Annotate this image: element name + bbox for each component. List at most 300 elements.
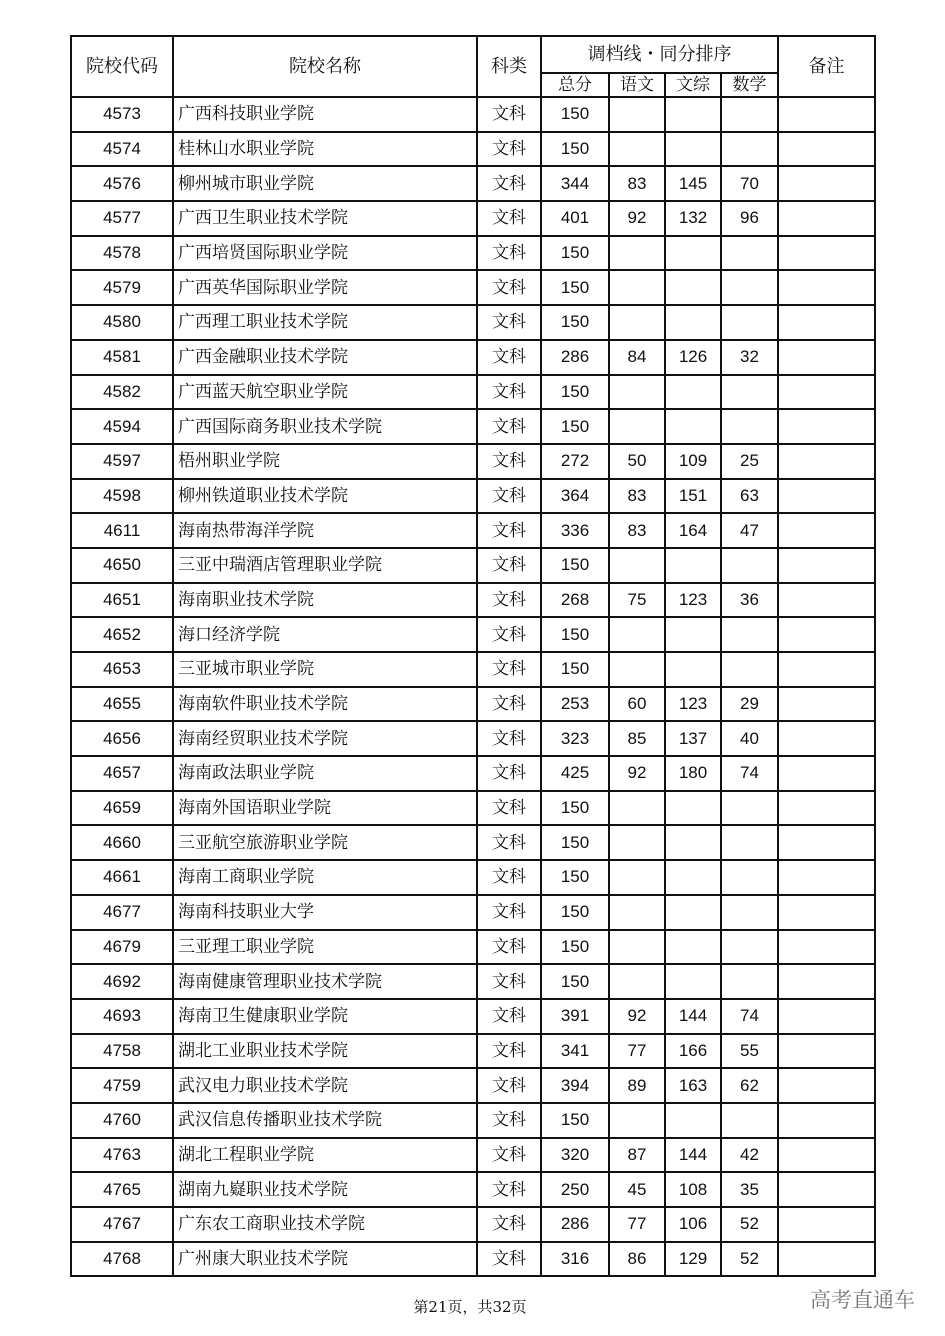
category: 文科 bbox=[477, 513, 541, 548]
chinese-score: 75 bbox=[609, 583, 665, 618]
table-row bbox=[71, 930, 875, 965]
total-score: 150 bbox=[541, 305, 609, 340]
school-code: 4679 bbox=[71, 930, 173, 965]
chinese-score bbox=[609, 617, 665, 652]
total-score: 150 bbox=[541, 270, 609, 305]
table-row bbox=[71, 652, 875, 687]
school-name: 湖北工程职业学院 bbox=[173, 1138, 477, 1173]
math-score: 96 bbox=[721, 201, 778, 236]
table-row bbox=[71, 479, 875, 514]
math-score: 35 bbox=[721, 1172, 778, 1207]
liberal-arts-score bbox=[665, 791, 721, 826]
total-score: 394 bbox=[541, 1068, 609, 1103]
school-code: 4758 bbox=[71, 1034, 173, 1069]
category: 文科 bbox=[477, 444, 541, 479]
remark bbox=[778, 340, 875, 375]
math-score bbox=[721, 652, 778, 687]
remark bbox=[778, 548, 875, 583]
school-name: 三亚航空旅游职业学院 bbox=[173, 825, 477, 860]
liberal-arts-score: 151 bbox=[665, 479, 721, 514]
chinese-score: 77 bbox=[609, 1034, 665, 1069]
school-code: 4652 bbox=[71, 617, 173, 652]
chinese-score: 45 bbox=[609, 1172, 665, 1207]
math-score bbox=[721, 236, 778, 271]
total-score: 150 bbox=[541, 930, 609, 965]
chinese-score bbox=[609, 132, 665, 167]
category: 文科 bbox=[477, 964, 541, 999]
liberal-arts-score: 144 bbox=[665, 1138, 721, 1173]
remark bbox=[778, 721, 875, 756]
math-score bbox=[721, 97, 778, 132]
school-name: 海南卫生健康职业学院 bbox=[173, 999, 477, 1034]
chinese-score bbox=[609, 1103, 665, 1138]
liberal-arts-score: 164 bbox=[665, 513, 721, 548]
header-code: 院校代码 bbox=[71, 36, 173, 97]
category: 文科 bbox=[477, 930, 541, 965]
school-code: 4594 bbox=[71, 409, 173, 444]
total-score: 150 bbox=[541, 895, 609, 930]
table-row bbox=[71, 583, 875, 618]
liberal-arts-score bbox=[665, 305, 721, 340]
math-score bbox=[721, 409, 778, 444]
category: 文科 bbox=[477, 375, 541, 410]
total-score: 336 bbox=[541, 513, 609, 548]
chinese-score: 85 bbox=[609, 721, 665, 756]
table-row bbox=[71, 444, 875, 479]
school-code: 4765 bbox=[71, 1172, 173, 1207]
remark bbox=[778, 825, 875, 860]
chinese-score: 87 bbox=[609, 1138, 665, 1173]
table-row bbox=[71, 97, 875, 132]
total-score: 150 bbox=[541, 375, 609, 410]
remark bbox=[778, 791, 875, 826]
remark bbox=[778, 999, 875, 1034]
math-score: 70 bbox=[721, 166, 778, 201]
category: 文科 bbox=[477, 652, 541, 687]
total-score: 425 bbox=[541, 756, 609, 791]
remark bbox=[778, 270, 875, 305]
table-row bbox=[71, 548, 875, 583]
math-score: 40 bbox=[721, 721, 778, 756]
category: 文科 bbox=[477, 409, 541, 444]
school-code: 4657 bbox=[71, 756, 173, 791]
school-name: 三亚理工职业学院 bbox=[173, 930, 477, 965]
category: 文科 bbox=[477, 825, 541, 860]
remark bbox=[778, 444, 875, 479]
total-score: 286 bbox=[541, 1207, 609, 1242]
remark bbox=[778, 1034, 875, 1069]
remark bbox=[778, 97, 875, 132]
school-code: 4576 bbox=[71, 166, 173, 201]
remark bbox=[778, 375, 875, 410]
category: 文科 bbox=[477, 1207, 541, 1242]
total-score: 150 bbox=[541, 1103, 609, 1138]
admission-score-table bbox=[70, 35, 876, 1277]
school-name: 海口经济学院 bbox=[173, 617, 477, 652]
liberal-arts-score: 145 bbox=[665, 166, 721, 201]
chinese-score bbox=[609, 375, 665, 410]
liberal-arts-score bbox=[665, 236, 721, 271]
school-code: 4760 bbox=[71, 1103, 173, 1138]
school-code: 4656 bbox=[71, 721, 173, 756]
school-name: 武汉信息传播职业技术学院 bbox=[173, 1103, 477, 1138]
school-name: 湖北工业职业技术学院 bbox=[173, 1034, 477, 1069]
total-score: 323 bbox=[541, 721, 609, 756]
total-score: 250 bbox=[541, 1172, 609, 1207]
chinese-score: 86 bbox=[609, 1242, 665, 1277]
school-name: 三亚中瑞酒店管理职业学院 bbox=[173, 548, 477, 583]
chinese-score: 83 bbox=[609, 166, 665, 201]
chinese-score: 50 bbox=[609, 444, 665, 479]
header-chinese: 语文 bbox=[609, 73, 665, 97]
school-name: 海南工商职业学院 bbox=[173, 860, 477, 895]
category: 文科 bbox=[477, 340, 541, 375]
math-score: 25 bbox=[721, 444, 778, 479]
school-name: 广西卫生职业技术学院 bbox=[173, 201, 477, 236]
table-row bbox=[71, 340, 875, 375]
school-name: 广西金融职业技术学院 bbox=[173, 340, 477, 375]
liberal-arts-score bbox=[665, 409, 721, 444]
chinese-score bbox=[609, 860, 665, 895]
category: 文科 bbox=[477, 201, 541, 236]
liberal-arts-score bbox=[665, 548, 721, 583]
school-code: 4763 bbox=[71, 1138, 173, 1173]
math-score bbox=[721, 548, 778, 583]
math-score: 62 bbox=[721, 1068, 778, 1103]
math-score: 74 bbox=[721, 999, 778, 1034]
school-code: 4661 bbox=[71, 860, 173, 895]
school-name: 海南健康管理职业技术学院 bbox=[173, 964, 477, 999]
school-name: 海南经贸职业技术学院 bbox=[173, 721, 477, 756]
chinese-score: 92 bbox=[609, 999, 665, 1034]
math-score bbox=[721, 964, 778, 999]
school-name: 桂林山水职业学院 bbox=[173, 132, 477, 167]
liberal-arts-score bbox=[665, 270, 721, 305]
remark bbox=[778, 132, 875, 167]
math-score bbox=[721, 860, 778, 895]
math-score bbox=[721, 930, 778, 965]
liberal-arts-score bbox=[665, 964, 721, 999]
liberal-arts-score: 132 bbox=[665, 201, 721, 236]
chinese-score: 83 bbox=[609, 479, 665, 514]
school-code: 4659 bbox=[71, 791, 173, 826]
table-row bbox=[71, 999, 875, 1034]
category: 文科 bbox=[477, 895, 541, 930]
school-name: 海南热带海洋学院 bbox=[173, 513, 477, 548]
remark bbox=[778, 1207, 875, 1242]
school-code: 4598 bbox=[71, 479, 173, 514]
category: 文科 bbox=[477, 1138, 541, 1173]
school-code: 4692 bbox=[71, 964, 173, 999]
chinese-score bbox=[609, 97, 665, 132]
liberal-arts-score bbox=[665, 375, 721, 410]
remark bbox=[778, 305, 875, 340]
chinese-score bbox=[609, 305, 665, 340]
math-score bbox=[721, 617, 778, 652]
table-row bbox=[71, 964, 875, 999]
chinese-score: 92 bbox=[609, 756, 665, 791]
total-score: 150 bbox=[541, 825, 609, 860]
school-name: 海南政法职业学院 bbox=[173, 756, 477, 791]
table-row bbox=[71, 687, 875, 722]
chinese-score bbox=[609, 930, 665, 965]
chinese-score bbox=[609, 895, 665, 930]
table-row bbox=[71, 409, 875, 444]
category: 文科 bbox=[477, 999, 541, 1034]
total-score: 150 bbox=[541, 652, 609, 687]
remark bbox=[778, 201, 875, 236]
table-row bbox=[71, 166, 875, 201]
math-score: 63 bbox=[721, 479, 778, 514]
table-row bbox=[71, 721, 875, 756]
school-code: 4574 bbox=[71, 132, 173, 167]
liberal-arts-score: 109 bbox=[665, 444, 721, 479]
school-code: 4655 bbox=[71, 687, 173, 722]
total-score: 268 bbox=[541, 583, 609, 618]
remark bbox=[778, 756, 875, 791]
total-score: 344 bbox=[541, 166, 609, 201]
remark bbox=[778, 1172, 875, 1207]
school-name: 海南外国语职业学院 bbox=[173, 791, 477, 826]
school-name: 广东农工商职业技术学院 bbox=[173, 1207, 477, 1242]
chinese-score bbox=[609, 652, 665, 687]
school-name: 海南软件职业技术学院 bbox=[173, 687, 477, 722]
total-score: 150 bbox=[541, 964, 609, 999]
school-name: 梧州职业学院 bbox=[173, 444, 477, 479]
liberal-arts-score bbox=[665, 132, 721, 167]
remark bbox=[778, 1103, 875, 1138]
math-score bbox=[721, 825, 778, 860]
school-name: 柳州城市职业学院 bbox=[173, 166, 477, 201]
math-score: 29 bbox=[721, 687, 778, 722]
math-score bbox=[721, 375, 778, 410]
total-score: 150 bbox=[541, 97, 609, 132]
school-name: 柳州铁道职业技术学院 bbox=[173, 479, 477, 514]
school-code: 4581 bbox=[71, 340, 173, 375]
liberal-arts-score bbox=[665, 930, 721, 965]
chinese-score: 92 bbox=[609, 201, 665, 236]
table-row bbox=[71, 791, 875, 826]
category: 文科 bbox=[477, 756, 541, 791]
math-score bbox=[721, 1103, 778, 1138]
category: 文科 bbox=[477, 583, 541, 618]
table-row bbox=[71, 236, 875, 271]
liberal-arts-score: 144 bbox=[665, 999, 721, 1034]
total-score: 391 bbox=[541, 999, 609, 1034]
liberal-arts-score: 123 bbox=[665, 583, 721, 618]
math-score: 32 bbox=[721, 340, 778, 375]
liberal-arts-score: 180 bbox=[665, 756, 721, 791]
math-score bbox=[721, 895, 778, 930]
liberal-arts-score bbox=[665, 97, 721, 132]
liberal-arts-score bbox=[665, 1103, 721, 1138]
chinese-score bbox=[609, 236, 665, 271]
total-score: 150 bbox=[541, 548, 609, 583]
total-score: 316 bbox=[541, 1242, 609, 1277]
school-code: 4767 bbox=[71, 1207, 173, 1242]
category: 文科 bbox=[477, 687, 541, 722]
chinese-score bbox=[609, 791, 665, 826]
liberal-arts-score: 129 bbox=[665, 1242, 721, 1277]
table-row bbox=[71, 1207, 875, 1242]
page-number: 第21页，共32页 bbox=[413, 1298, 527, 1316]
remark bbox=[778, 860, 875, 895]
liberal-arts-score: 106 bbox=[665, 1207, 721, 1242]
category: 文科 bbox=[477, 132, 541, 167]
school-code: 4768 bbox=[71, 1242, 173, 1277]
liberal-arts-score bbox=[665, 617, 721, 652]
category: 文科 bbox=[477, 617, 541, 652]
school-name: 三亚城市职业学院 bbox=[173, 652, 477, 687]
school-name: 海南科技职业大学 bbox=[173, 895, 477, 930]
math-score: 55 bbox=[721, 1034, 778, 1069]
total-score: 341 bbox=[541, 1034, 609, 1069]
remark bbox=[778, 583, 875, 618]
table-row bbox=[71, 1138, 875, 1173]
category: 文科 bbox=[477, 270, 541, 305]
table-row bbox=[71, 305, 875, 340]
category: 文科 bbox=[477, 166, 541, 201]
total-score: 253 bbox=[541, 687, 609, 722]
school-name: 海南职业技术学院 bbox=[173, 583, 477, 618]
category: 文科 bbox=[477, 97, 541, 132]
brand-watermark: 高考直通车 bbox=[810, 1288, 915, 1312]
chinese-score bbox=[609, 270, 665, 305]
liberal-arts-score: 108 bbox=[665, 1172, 721, 1207]
liberal-arts-score: 126 bbox=[665, 340, 721, 375]
category: 文科 bbox=[477, 479, 541, 514]
total-score: 364 bbox=[541, 479, 609, 514]
chinese-score bbox=[609, 825, 665, 860]
total-score: 150 bbox=[541, 860, 609, 895]
table-row bbox=[71, 513, 875, 548]
math-score: 74 bbox=[721, 756, 778, 791]
school-code: 4573 bbox=[71, 97, 173, 132]
table-row bbox=[71, 1242, 875, 1277]
table-row bbox=[71, 375, 875, 410]
remark bbox=[778, 652, 875, 687]
table-row bbox=[71, 201, 875, 236]
table-row bbox=[71, 132, 875, 167]
total-score: 286 bbox=[541, 340, 609, 375]
school-code: 4759 bbox=[71, 1068, 173, 1103]
remark bbox=[778, 1068, 875, 1103]
total-score: 150 bbox=[541, 132, 609, 167]
liberal-arts-score: 163 bbox=[665, 1068, 721, 1103]
remark bbox=[778, 964, 875, 999]
category: 文科 bbox=[477, 1034, 541, 1069]
school-code: 4580 bbox=[71, 305, 173, 340]
total-score: 320 bbox=[541, 1138, 609, 1173]
table-row bbox=[71, 825, 875, 860]
liberal-arts-score: 123 bbox=[665, 687, 721, 722]
school-name: 广西科技职业学院 bbox=[173, 97, 477, 132]
chinese-score: 60 bbox=[609, 687, 665, 722]
header-liberal-arts: 文综 bbox=[665, 73, 721, 97]
remark bbox=[778, 930, 875, 965]
table-row bbox=[71, 860, 875, 895]
school-code: 4582 bbox=[71, 375, 173, 410]
school-code: 4578 bbox=[71, 236, 173, 271]
math-score: 47 bbox=[721, 513, 778, 548]
category: 文科 bbox=[477, 721, 541, 756]
school-name: 湖南九嶷职业技术学院 bbox=[173, 1172, 477, 1207]
school-name: 广州康大职业技术学院 bbox=[173, 1242, 477, 1277]
category: 文科 bbox=[477, 1068, 541, 1103]
school-name: 广西理工职业技术学院 bbox=[173, 305, 477, 340]
remark bbox=[778, 166, 875, 201]
remark bbox=[778, 236, 875, 271]
header-remark: 备注 bbox=[778, 36, 875, 97]
chinese-score: 83 bbox=[609, 513, 665, 548]
school-code: 4651 bbox=[71, 583, 173, 618]
liberal-arts-score bbox=[665, 860, 721, 895]
liberal-arts-score: 166 bbox=[665, 1034, 721, 1069]
chinese-score bbox=[609, 409, 665, 444]
category: 文科 bbox=[477, 305, 541, 340]
school-code: 4660 bbox=[71, 825, 173, 860]
table-row bbox=[71, 895, 875, 930]
category: 文科 bbox=[477, 1172, 541, 1207]
chinese-score: 77 bbox=[609, 1207, 665, 1242]
table-row bbox=[71, 1172, 875, 1207]
remark bbox=[778, 1242, 875, 1277]
liberal-arts-score bbox=[665, 895, 721, 930]
school-code: 4579 bbox=[71, 270, 173, 305]
school-name: 广西蓝天航空职业学院 bbox=[173, 375, 477, 410]
math-score bbox=[721, 791, 778, 826]
table-row bbox=[71, 270, 875, 305]
table-row bbox=[71, 1103, 875, 1138]
liberal-arts-score bbox=[665, 825, 721, 860]
school-code: 4597 bbox=[71, 444, 173, 479]
remark bbox=[778, 1138, 875, 1173]
chinese-score: 84 bbox=[609, 340, 665, 375]
math-score: 42 bbox=[721, 1138, 778, 1173]
total-score: 150 bbox=[541, 409, 609, 444]
table-row bbox=[71, 1068, 875, 1103]
liberal-arts-score: 137 bbox=[665, 721, 721, 756]
table-row bbox=[71, 617, 875, 652]
school-code: 4611 bbox=[71, 513, 173, 548]
total-score: 150 bbox=[541, 236, 609, 271]
total-score: 401 bbox=[541, 201, 609, 236]
total-score: 150 bbox=[541, 617, 609, 652]
remark bbox=[778, 617, 875, 652]
remark bbox=[778, 409, 875, 444]
header-math: 数学 bbox=[721, 73, 778, 97]
school-code: 4693 bbox=[71, 999, 173, 1034]
school-code: 4650 bbox=[71, 548, 173, 583]
category: 文科 bbox=[477, 1242, 541, 1277]
remark bbox=[778, 895, 875, 930]
math-score: 52 bbox=[721, 1242, 778, 1277]
table-body bbox=[71, 97, 875, 1276]
header-score-group: 调档线・同分排序 bbox=[541, 36, 778, 73]
math-score bbox=[721, 270, 778, 305]
chinese-score bbox=[609, 548, 665, 583]
table-row bbox=[71, 756, 875, 791]
header-name: 院校名称 bbox=[173, 36, 477, 97]
school-name: 广西国际商务职业技术学院 bbox=[173, 409, 477, 444]
math-score: 52 bbox=[721, 1207, 778, 1242]
header-category: 科类 bbox=[477, 36, 541, 97]
category: 文科 bbox=[477, 791, 541, 826]
category: 文科 bbox=[477, 236, 541, 271]
school-name: 武汉电力职业技术学院 bbox=[173, 1068, 477, 1103]
liberal-arts-score bbox=[665, 652, 721, 687]
header-total: 总分 bbox=[541, 73, 609, 97]
